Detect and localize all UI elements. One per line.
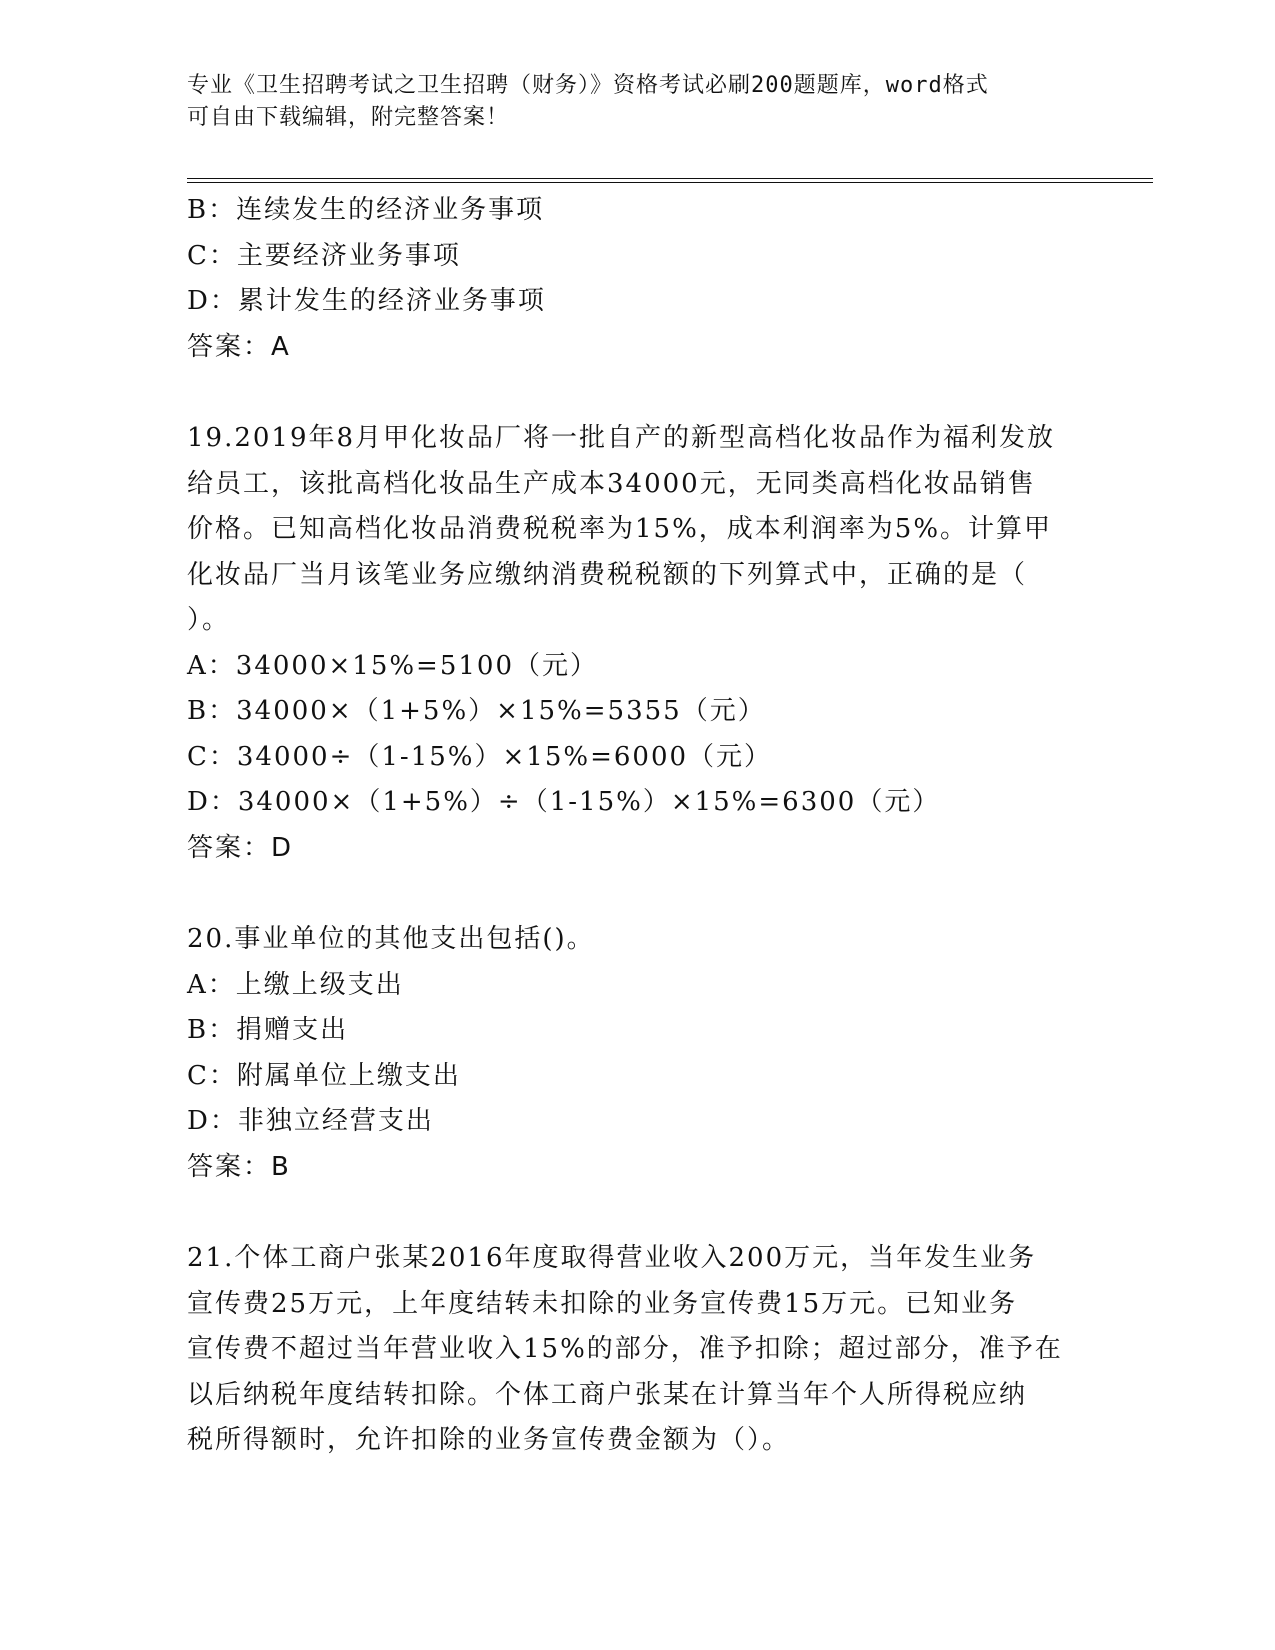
document-header — [187, 70, 1067, 134]
option-b: B：34000×（1+5%）×15%=5355（元） — [187, 696, 766, 726]
question-stem-line: 价格。已知高档化妆品消费税税率为15%，成本利润率为5%。计算甲 — [187, 514, 1053, 544]
option-b: B：捐赠支出 — [187, 1015, 349, 1045]
question-stem-line: 税所得额时，允许扣除的业务宣传费金额为（）。 — [187, 1425, 791, 1455]
option-d: D：34000×（1+5%）÷（1-15%）×15%=6300（元） — [187, 787, 941, 817]
option-c: C：附属单位上缴支出 — [187, 1060, 461, 1091]
question-stem-line: 宣传费25万元，上年度结转未扣除的业务宣传费15万元。已知业务 — [187, 1288, 1018, 1319]
option-d: D：累计发生的经济业务事项 — [187, 286, 546, 316]
answer: 答案：B — [187, 1151, 291, 1182]
option-c: C：主要经济业务事项 — [187, 240, 461, 271]
question-stem: 20.事业单位的其他支出包括()。 — [187, 924, 595, 954]
question-19 — [187, 416, 1087, 871]
header-title-line-1: 专业《卫生招聘考试之卫生招聘（财务）》资格考试必刷200题题库，word格式 — [187, 73, 989, 98]
header-divider-bottom — [187, 182, 1153, 183]
option-c: C：34000÷（1-15%）×15%=6000（元） — [187, 741, 773, 772]
question-stem-line: 以后纳税年度结转扣除。个体工商户张某在计算当年个人所得税应纳 — [187, 1379, 1028, 1410]
answer: 答案：D — [187, 832, 294, 863]
question-stem-line: 宣传费不超过当年营业收入15%的部分，准予扣除；超过部分，准予在 — [187, 1334, 1063, 1364]
answer: 答案：A — [187, 331, 291, 362]
question-stem-line: 给员工，该批高档化妆品生产成本34000元，无同类高档化妆品销售 — [187, 468, 1036, 499]
question-20 — [187, 917, 1087, 1190]
option-a: A：上缴上级支出 — [187, 969, 404, 1000]
question-18 — [187, 188, 1087, 370]
header-divider-top — [187, 178, 1153, 179]
option-d: D：非独立经营支出 — [187, 1106, 434, 1136]
option-a: A：34000×15%=5100（元） — [187, 650, 599, 681]
option-b: B：连续发生的经济业务事项 — [187, 195, 545, 225]
question-stem-line: 21.个体工商户张某2016年度取得营业收入200万元，当年发生业务 — [187, 1243, 1037, 1273]
question-21 — [187, 1236, 1087, 1464]
question-stem-line: ）。 — [187, 605, 231, 635]
question-stem-line: 化妆品厂当月该笔业务应缴纳消费税税额的下列算式中，正确的是（ — [187, 559, 1028, 590]
question-content — [187, 188, 1087, 1464]
header-title-line-2: 可自由下载编辑，附完整答案！ — [187, 105, 510, 130]
question-stem-line: 19.2019年8月甲化妆品厂将一批自产的新型高档化妆品作为福利发放 — [187, 423, 1056, 453]
